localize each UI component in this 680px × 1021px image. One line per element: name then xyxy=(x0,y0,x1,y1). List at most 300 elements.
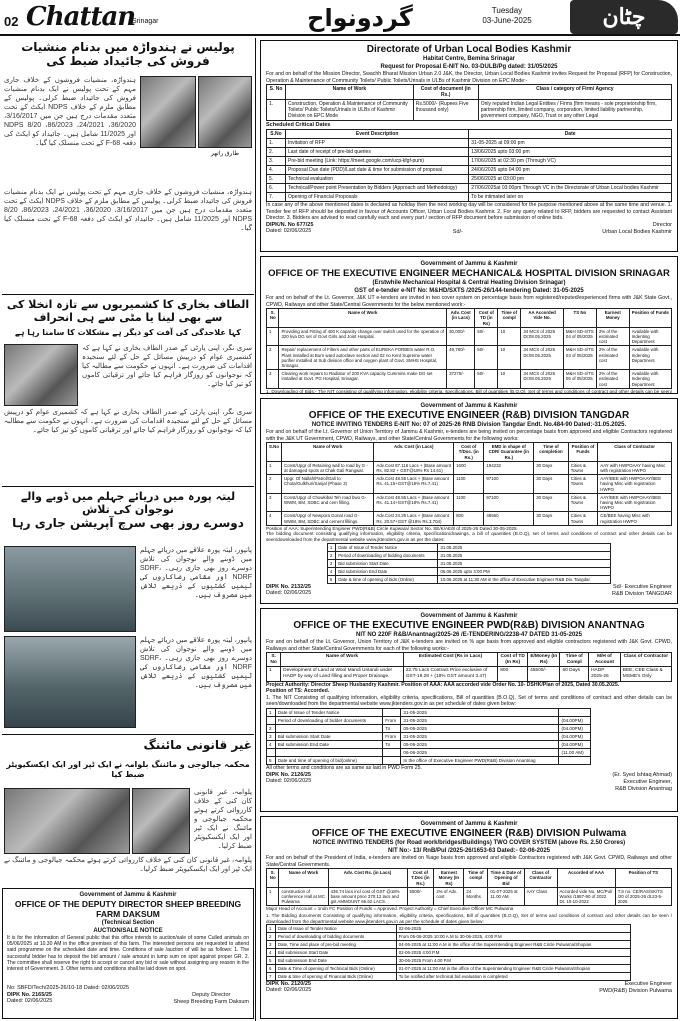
date-label: 03-June-2025 xyxy=(482,16,532,25)
sheep-sub1: (Technical Section xyxy=(101,920,155,926)
n4-proj: Project Authority: Director Sheep Husbandry Kashmir. Position of AAA: AAA accorded vide Order No. 10- DSHK/Plan of 2025, Dated 30.05.2025. xyxy=(266,681,620,688)
table-cell: Accorded vide No. MC/Pul/ Works /1987-90 of 2022 Dt. 10-10-2022 xyxy=(557,887,615,906)
table-cell: Bid submission End Date xyxy=(336,567,438,575)
table-cell: 30 Days xyxy=(534,475,569,494)
n5-dated: Dated: 02/06/2025 xyxy=(266,987,312,994)
table-cell xyxy=(559,756,590,764)
sheep-body: It is for the information of General public that this office intends to auction/sale of some Culled animals on 05/06/2025 at 10.30 AM in the office premises of this farm. The interested persons are requested to attend said programme on the scheduled date and time. Conditions of sale /auction of will be as follows: 1. The successful bidder has to deposit the bid amount / sale amount in lump sum on spot against proper GR. 2. The committee shall reserve the right to accept or cancel any bid or sale without assigning any reason in the interest of Government. 3. Other terms and conditions shall be laid down on spot. xyxy=(7,935,249,973)
table-cell: M&H SD-4/TS 03 of 05/2025 xyxy=(563,346,596,370)
n4-title: OFFICE OF THE EXECUTIVE ENGINEER PWD(R&B) DIVISION ANANTNAG xyxy=(293,620,645,631)
n4-dated: Dated: 02/06/2025 xyxy=(266,777,312,784)
table-cell xyxy=(267,748,276,756)
table-header: Class of Contractor xyxy=(620,653,671,667)
table-cell: 50/- xyxy=(475,327,498,346)
table-row xyxy=(327,575,610,583)
table-header: Adv. Cost Rs. (in Lacs) xyxy=(328,869,407,888)
table-row xyxy=(267,708,591,716)
table-cell: 22.75 Lacs Contract Price exclusive of GST-19.28 + (18% GST amount 3.47) xyxy=(403,667,498,681)
table-header: Class / category of Firm/ Agency xyxy=(478,85,671,100)
sheep-dated: Dated: 02/06/2025 xyxy=(7,998,53,1004)
table-header: Class of Contractor xyxy=(524,869,557,888)
newspaper-logo: چٹان xyxy=(570,0,678,34)
table-cell: 60 Days xyxy=(560,667,589,681)
table-row xyxy=(267,887,672,906)
n4-foot: 1. The NIT Consisting of qualifying information, eligibility criteria, specifications, Bill of quantities (B.O.Q), Set of terms and conditions of contract and other details can be seen/downloaded from the departmental website www.jktenders.gov.in as per schedule of dates given below: xyxy=(266,694,672,708)
story1-headline: پولیس نے ہندواڑہ میں بدنام منشیات فروش کی جائیداد ضبط کی xyxy=(21,40,235,69)
table-cell: 31-05-2025 xyxy=(401,708,559,716)
table-row xyxy=(267,175,672,184)
sheep-sign1: Deputy Director xyxy=(192,992,231,998)
table-cell: (11.00 AM) xyxy=(559,748,590,756)
table-cell: Adv.Cost 24.25 Lacs + (Base amount Rs. 20.57+GST @18% Rs.3.704) xyxy=(374,512,454,525)
table-cell xyxy=(559,708,590,716)
table-cell xyxy=(275,748,383,756)
table-row xyxy=(267,748,591,756)
table-row xyxy=(267,925,631,933)
table-cell: 10 xyxy=(498,370,521,389)
table-cell: 34 MCS of 2025 Dt:08.05.2025 xyxy=(521,346,564,370)
table-cell xyxy=(267,716,276,724)
n1-work-table xyxy=(266,84,672,121)
n1-sign2: Director xyxy=(652,221,672,228)
masthead xyxy=(0,0,680,36)
n1-sub1: Habitat Centre, Bemina Srinagar xyxy=(422,56,516,62)
n4-sign1: (Er. Syed Ishtaq Ahmad) xyxy=(612,771,672,778)
story2-photo xyxy=(4,344,78,406)
table-cell: 3. xyxy=(267,157,286,166)
table-cell: 2 xyxy=(267,346,279,370)
story1-body: ہندواڑہ، منشیات فروشوں کے خلاف جاری مہم کے تحت پولیس نے ایک بدنام منشیات فروش کی جائیداد ضبط کرلی۔ پولیس کے مطابق ملزم کے خلاف NDPS ایکٹ کے تحت متعدد مقدمات درج ہیں جن میں 3/16/2017، 36/2020، 24/2021، 86/2023، 8/20 NDPS اور 11/2025 شامل ہیں۔ جائیداد کو ایکٹ کی دفعہ 68-F کے تحت منسلک کیا گیا۔ xyxy=(4,77,136,147)
table-cell: Technical/Power point Presentation by Bidders (Approach and Methodology) xyxy=(286,184,469,193)
table-cell: 24 Months xyxy=(464,887,488,906)
n4-sub1: NIT NO 220F R&B/Anantnag/2025-26 /E-TENDERING/2238-47 DATED 31-05-2025 xyxy=(356,632,582,638)
table-row xyxy=(327,567,610,575)
table-header: Name of Work xyxy=(279,869,328,888)
n5-sign1: Executive Engineer xyxy=(624,981,672,988)
n1-text: For and on behalf of the Mission Director, Swachh Bharat Mission Urban 2.0 J&K, the Director, Urban Local Bodies Kashmir invites Request for Proposal (RFP) for Construction, Operation & Maintenance of Community Toilets/ Public Toilets/Urinals in ULBs of Kashmir Division on EPC Mode:- xyxy=(266,71,672,84)
table-cell: CE/BEE having Misc with registration HWPO xyxy=(598,512,672,525)
n5-dipk: DIPK No. 2120/25 xyxy=(266,981,311,988)
table-header: Earnest Money xyxy=(596,309,629,328)
table-cell: 1100 xyxy=(454,493,484,512)
story1-body-cont: ہندواڑہ، منشیات فروشوں کے خلاف جاری مہم کے تحت پولیس نے ایک بدنام منشیات فروش کی جائیداد ضبط کرلی۔ پولیس کے مطابق ملزم کے خلاف NDPS ایکٹ کے تحت متعدد مقدمات درج ہیں جن میں 3/16/2017، 36/2020، 24/2021، 86/2023، 8/20 NDPS اور 11/2025 شامل ہیں۔ جائیداد کو ایکٹ کی دفعہ 68-F کے تحت منسلک کیا گیا۔ xyxy=(4,189,252,232)
table-header: Cost of document (in Rs.) xyxy=(413,85,478,100)
table-cell: Date of Issue of Tender Notice xyxy=(275,925,396,933)
table-cell: 2 xyxy=(267,933,276,941)
table-cell: HADP 2025-26 xyxy=(589,667,621,681)
table-cell: 31-05-2025 at 09:00 pm xyxy=(469,139,672,148)
n5-foot: 1. The Bidding documents Consisting of qualifying information, eligibility criteria, specifications, Bill of quantities (B.O.Q), Set of terms and conditions of contract and other details can be seen / downloaded from the departmental website www.jktenders.gov.in as per the schedule of dates given below: xyxy=(266,913,672,924)
table-cell: To be intimated later on xyxy=(469,193,672,202)
table-cell xyxy=(383,756,401,764)
table-cell: 31.05.2025 xyxy=(438,559,611,567)
table-cell: 31.05.2025 xyxy=(438,543,611,551)
table-header-row xyxy=(267,309,672,328)
table-cell: 31-05-2025 xyxy=(401,732,559,740)
table-header: Time & Date of Opening of Bid xyxy=(488,869,524,888)
table-cell: Upgr. Of Nallah/Patrol/Gali to Chota/Gulkhuri/Sanjal (Phase 3) xyxy=(282,475,374,494)
table-cell: 17/06/2025 at 02:30 pm (Through VC) xyxy=(469,157,672,166)
table-cell: Cities & Towns xyxy=(568,493,598,512)
table-cell: 02-06-2025 xyxy=(396,925,631,933)
table-header: Time of compl xyxy=(498,309,521,328)
n3-text: For and on behalf of the Lt. Governor of Union Territory of Jammu & Kashmir, e-tenders are being invited on percentage basis from approved and eligible Contractors registered with the J&K UT Government, CPWD, Railways, and other State/Central Governments for the following works: xyxy=(266,429,672,442)
table-cell: AAY with HWPOAAY having Misc with registration HWPO xyxy=(598,461,672,474)
table-cell: 194232 xyxy=(484,461,534,474)
story1-photo-officer xyxy=(140,76,196,148)
story4-photo-team xyxy=(132,788,190,854)
table-cell: 10 xyxy=(498,327,521,346)
n5-sub2: NIT No:- 13/ RnB/Pul /2025-26/1653-63 Dated:- 02-06-2025 xyxy=(387,848,551,854)
table-row xyxy=(267,965,631,973)
sheep-sub2: AUCTION/SALE NOTICE xyxy=(93,928,163,934)
n5-maj: Major Head of Account = 1ndn FC Position of Funds = Approved. Project Authority = Chief Executive Officer MC Pulwama xyxy=(266,906,514,912)
table-cell: 6 xyxy=(267,965,276,973)
table-row xyxy=(267,973,631,981)
table-cell: Last date of receipt of pre-bid queries xyxy=(286,148,469,157)
table-cell: 1 xyxy=(327,543,335,551)
table-row xyxy=(267,941,631,949)
n3-sign2: R&B Division TANGDAR xyxy=(611,590,672,597)
table-cell: 4 xyxy=(267,740,276,748)
table-header: Adv. Cost (in Lacs) xyxy=(374,443,454,462)
sheep-farm-notice xyxy=(2,888,254,1019)
table-cell: 7 xyxy=(267,973,276,981)
table-cell: 4 xyxy=(267,512,282,525)
table-cell: 6. xyxy=(267,184,286,193)
divider xyxy=(2,294,254,295)
table-header: Accorded of AAA xyxy=(557,869,615,888)
table-cell: 3 xyxy=(267,370,279,389)
n5-work-table xyxy=(266,868,672,906)
table-cell: 3 xyxy=(267,941,276,949)
table-cell: (04.00PM) xyxy=(559,740,590,748)
story2-subhead: کہا علاحدگی کی آفت کو دیگر ہے مشکلات کا سامنا رہا ہے xyxy=(15,328,241,337)
divider xyxy=(2,734,254,735)
story3-photo-rescue-boat xyxy=(4,546,136,632)
ulb-rfp-notice xyxy=(260,40,678,252)
table-cell: Bid submission End Date xyxy=(275,957,396,965)
story4-body-cont: پلوامہ، غیر قانونی کان کنی کے خلاف کارروائی کرتے ہوئے محکمہ جیالوجی و مائننگ نے ایک ٹپر اور ایک ایکسکیویٹر ضبط کرلیا۔ xyxy=(4,857,252,873)
n5-title: OFFICE OF THE EXECUTIVE ENGINEER (R&B) DIVISION Pulwama xyxy=(311,828,627,839)
n4-pos: Position of TS: Accorded. xyxy=(266,688,330,695)
table-row xyxy=(267,327,672,346)
n4-all-other: All other terms and conditions are as same as laid in PWD Form 25. xyxy=(266,764,422,771)
table-row xyxy=(267,100,672,121)
table-header: Name of Work xyxy=(282,443,374,462)
n1-title: Directorate of Urban Local Bodies Kashmir xyxy=(366,44,572,55)
table-cell: Date of Issue of Tender Notice xyxy=(336,543,438,551)
newspaper-brand: Chattan xyxy=(26,2,136,32)
table-row xyxy=(267,716,591,724)
n3-gov: Government of Jammu & Kashmir xyxy=(420,403,518,409)
table-cell: Available with Indenting Department xyxy=(629,370,671,389)
n2-gov: Government of Jammu & Kashmir xyxy=(420,261,518,267)
table-cell: Adv.Cost 48.55 Lacs + (Base amount Rs. 41.14+GST@18% Rs.7.41) xyxy=(374,493,454,512)
table-cell: 13/06/2025 upto 03:00 pm xyxy=(469,148,672,157)
n1-sign3: Urban Local Bodies Kashmir xyxy=(602,228,672,235)
table-row xyxy=(267,461,672,474)
n3-dated: Dated: 02/06/2025 xyxy=(266,589,312,596)
table-cell: Bid submission End Date xyxy=(275,740,383,748)
table-row xyxy=(267,157,672,166)
table-cell: 30 Days xyxy=(534,493,569,512)
city-label: Srinagar xyxy=(132,18,159,25)
table-cell: BEE, CEE Class & MSME's Only xyxy=(620,667,671,681)
table-cell: 1600 xyxy=(454,461,484,474)
rnb-pulwama-notice xyxy=(260,816,678,1019)
table-cell: Rs.5000/- (Rupees Five thousand only) xyxy=(413,100,478,121)
n2-work-table xyxy=(266,308,672,389)
table-cell: 30,000/- xyxy=(447,327,475,346)
table-cell: From xyxy=(383,716,401,724)
table-row xyxy=(267,193,672,202)
table-cell: 30-06-2025 From 4.00 P.M xyxy=(396,957,631,965)
n1-sched-title: Scheduled Critical Dates xyxy=(266,122,331,129)
table-row xyxy=(267,139,672,148)
table-cell: From xyxy=(383,732,401,740)
story4-headline: غیر قانونی مائننگ xyxy=(143,738,252,752)
table-cell: Only reputed Indian Legal Entities / Firms [firm means - sole proprietorship firm, partnership firm, limited company, corporation, limited liability partnership, government company, NGO, Trust or any other Legal xyxy=(478,100,671,121)
n4-sign3: R&B Division Anantnag xyxy=(615,785,672,792)
table-cell: Cities & Towns xyxy=(568,461,598,474)
n5-sub1: NOTICE INVITING TENDERS (for Road work/bridges/Buildings) TWO COVER SYSTEM (above Rs. 2.50 Crores) xyxy=(312,840,626,846)
table-row xyxy=(267,756,591,764)
table-cell: Bid submission Start Date xyxy=(336,559,438,567)
table-cell: 50/- xyxy=(475,370,498,389)
table-cell: From 05-06-2025 10:00 A.M to 30-06-2025, 4:00 P.M xyxy=(396,933,631,941)
table-cell: 1. xyxy=(267,139,286,148)
n3-foot: The bidding document consisting qualifying information, eligibility criteria, specification/drawings, a bill of quantities (B.O.Q), set of terms and conditions of contract and other details can be seen/downloaded from the departmental website www.jktenders.gov.in as per the dates: xyxy=(266,531,672,543)
table-cell: 10 xyxy=(498,346,521,370)
n2-foot: 1. Downloading of Bids:- The NIT consisting of qualifying information, eligibility criteria, specifications, Bill of quantities (B.O.Q), Set of terms and conditions of contract and other details can be seen/ xyxy=(266,388,672,394)
table-cell: 49,780/- xyxy=(447,346,475,370)
table-cell: 2 xyxy=(267,724,276,732)
table-cell: 1 xyxy=(267,667,281,681)
table-header: E/Money (In Rs) xyxy=(528,653,560,667)
n2-sub1: (Erstwhile Mechanical Hospital & Central Heating Division Srinagar) xyxy=(372,280,566,286)
story1-byline: طارق راتھر xyxy=(210,151,240,157)
table-cell: Date of Issue of Tender Notice xyxy=(275,708,383,716)
table-header: Cost of TD (In Rs) xyxy=(498,653,528,667)
n5-text: For and on behalf of the President of India, e-tenders are invited on %age basis from approved and eligible Contractors registered with J&K Govt. CPWD, Railways and other State/Central Governments. xyxy=(266,855,672,868)
n4-gov: Government of Jammu & Kashmir xyxy=(420,613,518,619)
table-cell: 800 xyxy=(498,667,528,681)
n4-text: For and on behalf of the Lt. Governor, Union Territory of J&K e-tenders are invited on % age basis from approved and eligible contractors registered with J&K Govt. CPWD, Railways and other State/Central Governments for each of the following works:- xyxy=(266,639,672,652)
table-cell: 05-06-2025 xyxy=(401,724,559,732)
table-cell: To xyxy=(383,724,401,732)
table-header: Class of Contractor xyxy=(598,443,672,462)
story1-photo-accused xyxy=(198,76,252,148)
table-cell: Period of downloading of bidder documents xyxy=(275,716,383,724)
table-cell: 48560 xyxy=(484,512,534,525)
table-cell: 1 xyxy=(267,327,279,346)
table-cell: 2. xyxy=(267,148,286,157)
table-cell: Date, Time and place of pre-bid meeting xyxy=(275,941,396,949)
sheep-gov: Government of Jammu & Kashmir xyxy=(79,892,177,898)
table-cell: 02-06-2025 4:00 P.M xyxy=(396,949,631,957)
table-cell: Bid submission Start Date xyxy=(275,949,396,957)
table-cell: 30 Days xyxy=(534,512,569,525)
table-header: Time of Compl xyxy=(560,653,589,667)
table-cell: Providing and Fitting of 400 K capacity change over switch used for the operation of 320 kva DG set of Govt Girls and Joint Hospital. xyxy=(279,327,447,346)
table-cell: (04.00PM) xyxy=(559,716,590,724)
n1-sign1: Sd/- xyxy=(452,228,463,235)
section-title: گردونواح xyxy=(307,4,413,32)
story3-photo-divers xyxy=(4,636,136,728)
story4-photo-seizure xyxy=(4,788,130,854)
table-cell: Cities & Towns xyxy=(568,475,598,494)
table-header: Position of TS xyxy=(615,869,671,888)
table-cell: 1 xyxy=(267,925,276,933)
table-cell: 436.74 lacs incl cost of GST @18% base amount price 370.12 lacs and gst AMMOUNT 66.62 LACS. xyxy=(328,887,407,906)
table-header: Name of Work xyxy=(286,85,414,100)
n5-sign2: PWD(R&B) Division Pulwama xyxy=(599,988,672,995)
table-cell: Cities & Towns xyxy=(568,512,598,525)
n4-dipk: DIPK No. 2126/25 xyxy=(266,771,311,778)
table-cell: 800 xyxy=(454,512,484,525)
table-cell: AAY Class xyxy=(524,887,557,906)
n1-dipk: DIPK/N. No 677/25 xyxy=(266,221,314,228)
table-cell: 50/- xyxy=(475,346,498,370)
table-header: M/H of Account xyxy=(589,653,621,667)
table-cell: T.S no. CE/RAS/SK/TS /20 of 2025-26 dt.23-5-2025 xyxy=(615,887,671,906)
table-header: Cost of T/Doc. (in Rs.) xyxy=(454,443,484,462)
table-cell: Development of Land at Wool Mandi Untandi under HADP by way of Land filling and Proper Drainage. xyxy=(281,667,404,681)
table-cell: 45500/- xyxy=(528,667,560,681)
table-row xyxy=(267,475,672,494)
table-cell: (04.00PM) xyxy=(559,732,590,740)
table-cell: To be notified after technical bid evaluation is completed xyxy=(396,973,631,981)
table-cell: 05-06-2025 xyxy=(401,740,559,748)
table-row xyxy=(267,957,631,965)
table-cell: Invitation of RFP xyxy=(286,139,469,148)
table-cell: 5 xyxy=(327,575,335,583)
table-cell: Period of downloading of bidding documents xyxy=(336,551,438,559)
story2-body: سری نگر، اپنی پارٹی کے صدر الطاف بخاری نے کہا ہے کہ کشمیری عوام کو درپیش مسائل کے حل کے لئے سنجیدہ اقدامات کی ضرورت ہے۔ انہوں نے حکومت سے مطالبہ کیا کہ نوجوانوں کو روزگار فراہم کیا جائے اور ترقیاتی کاموں کو تیز کیا جائے۔ xyxy=(82,345,252,388)
table-row xyxy=(267,370,672,389)
table-row xyxy=(267,512,672,525)
table-cell: construction of conference Hall at MC Pulwama xyxy=(279,887,328,906)
n2-sub2: GST of e-tender e-NIT No: M&HD/SXTS /2025-26/144-tendering Dated: 31-05-2025 xyxy=(354,288,584,294)
table-header: Cost of TD (in Rs) xyxy=(475,309,498,328)
left-column xyxy=(0,38,256,1021)
table-cell: 2% of the estimated cost xyxy=(596,327,629,346)
table-header: Name of Work xyxy=(279,309,447,328)
mhd-srinagar-notice xyxy=(260,256,678,394)
n1-schedule-table xyxy=(266,129,672,202)
table-cell: 2 xyxy=(267,475,282,494)
table-cell: 04-06-2025 at 11:00 A.M in the office of the Superintending Engineer R&B Circle Pulwama/Shopian xyxy=(396,941,631,949)
table-cell: 7. xyxy=(267,193,286,202)
table-header-row xyxy=(267,443,672,462)
table-cell: 5. xyxy=(267,175,286,184)
table-row xyxy=(267,732,591,740)
story3-body-cont: پانپور، لیتہ پورہ علاقے میں دریائے جہلم میں ڈوبنے والے نوجوان کی تلاش دوسرے روز بھی جاری رہی۔ SDRF، NDRF اور مقامی رضاکاروں کی ٹیمیں کشتیوں کے ذریعے تلاش میں مصروف ہیں۔ xyxy=(140,637,252,689)
table-cell: Const/Upgr of Retaining wall to road by G - at damaged spots at Chak Gali Rangwar. xyxy=(282,461,374,474)
table-header: Event Description xyxy=(286,130,469,139)
table-row xyxy=(267,724,591,732)
date-box xyxy=(452,6,562,26)
story4-body: پلوامہ، غیر قانونی کان کنی کے خلاف کارروائی کرتے ہوئے محکمہ جیالوجی و مائننگ نے ایک ٹپر اور ایک ایکسکیویٹر ضبط کرلیا۔ xyxy=(194,789,252,850)
n3-sign1: Sd/- Executive Engineer xyxy=(612,583,672,590)
n4-work-table xyxy=(266,652,672,681)
table-cell: 2% of the estimated cost xyxy=(596,370,629,389)
page-number: 02 xyxy=(4,14,19,29)
table-cell: Technical evaluation xyxy=(286,175,469,184)
n3-work-table xyxy=(266,442,672,526)
n4-schedule-table xyxy=(266,708,591,765)
table-row xyxy=(267,667,672,681)
table-header: S. No xyxy=(267,869,279,888)
sheep-dipk: DIPK No. 2165/25 xyxy=(7,992,52,998)
n2-text: For and on behalf of the Lt. Governor, J&K UT e-tenders are invited in two cover system on percentage basis from registered/reputed/experienced firms with J&K State Govt., CPWD, Railways and other State/Central Governments for the below mentioned work:- xyxy=(266,295,672,308)
table-cell: 5 xyxy=(267,957,276,965)
n2-title: OFFICE OF THE EXECUTIVE ENGINEER MECHANICAL& HOSPITAL DIVISION SRINAGAR xyxy=(268,268,670,279)
table-row xyxy=(327,559,610,567)
n3-sub1: NOTICE INVITING TENDERS E-NIT No: 07 of 2025-26 RNB Division Tangdar Endt. No.484-90 Dated:-31.05.2025. xyxy=(311,422,627,428)
table-cell xyxy=(383,748,401,756)
table-row xyxy=(327,543,610,551)
table-header: Estimated Cost (Rs in Lacs) xyxy=(403,653,498,667)
table-cell: 3 xyxy=(267,493,282,512)
table-cell: Construction, Operation & Maintenance of Community Toilets/ Public Toilets/Urinals in ULBs of Kashmir Division on EPC Mode xyxy=(286,100,414,121)
table-cell: 37275/- xyxy=(447,370,475,389)
table-cell: 2% of the estimated cost xyxy=(596,346,629,370)
table-cell: 4 xyxy=(327,567,335,575)
table-cell: 10.06.2025 at 11:30 AM in the office of Executive Engineer R&B Div. Tangdar xyxy=(438,575,611,583)
n1-foot: In case any of the above mentioned dates is declared as holiday then the next working day will be considered for the purpose mentioned above at the same time and venue. 1. Tender fee of RFP should be deposited in favour of Accounts Officer, Urban Local Bodies Kashmir. 2. For any query related to RFP, bidders are requested to contact Assistant Director. 3. Bidders are advised to read carefully each and every part / section of RFP document before submission of online bids. xyxy=(266,202,672,222)
day-label: Tuesday xyxy=(491,6,523,15)
table-cell: 1 xyxy=(267,887,279,906)
table-header: S. No xyxy=(267,85,286,100)
table-cell: M&H SD-4/TS 04 of 05/2025 xyxy=(563,327,596,346)
table-row xyxy=(267,933,631,941)
table-header: AA Accorded Vide No. xyxy=(521,309,564,328)
table-cell: 1. xyxy=(267,100,286,121)
table-header: Name of Work xyxy=(281,653,404,667)
table-cell: Opening of Financial Proposals xyxy=(286,193,469,202)
divider xyxy=(2,486,254,487)
table-cell: Date & time of opening of bids (Online) xyxy=(336,575,438,583)
table-cell: Proposal Due date (PDD)/Last date & time for submission of proposal xyxy=(286,166,469,175)
table-row xyxy=(267,740,591,748)
table-cell: 3 xyxy=(267,732,276,740)
table-cell: 31-05-2025 xyxy=(401,716,559,724)
table-cell xyxy=(383,708,401,716)
sheep-sign2: Sheep Breeding Farm Daksum xyxy=(173,999,249,1005)
table-cell: AAY/BEE with HWPOAAY/BEE having Misc with registration HWPO xyxy=(598,493,672,512)
table-header: Position of Funds xyxy=(568,443,598,462)
table-header: S. No xyxy=(267,653,281,667)
table-cell: To xyxy=(383,740,401,748)
table-cell: 97100 xyxy=(484,475,534,494)
table-cell: Date & time of opening of Financial Bids (Online) xyxy=(275,973,396,981)
table-cell: 1 xyxy=(267,708,276,716)
table-row xyxy=(267,148,672,157)
table-cell: 31.05.2025 xyxy=(438,551,611,559)
table-cell: 30 Days xyxy=(534,461,569,474)
table-cell: Available with Indenting Department xyxy=(629,327,671,346)
table-cell: Date and time of opening of bid(online) xyxy=(275,756,383,764)
table-cell: 34 MCS of 2025 Dt:08.05.2025 xyxy=(521,370,564,389)
table-cell: 06-06-2025 xyxy=(401,748,559,756)
table-cell: 2% of Adv. cost xyxy=(434,887,464,906)
table-header: Time of compl xyxy=(464,869,488,888)
table-row xyxy=(267,166,672,175)
table-cell: 5500/- xyxy=(407,887,434,906)
n5-gov: Government of Jammu & Kashmir xyxy=(420,821,518,827)
